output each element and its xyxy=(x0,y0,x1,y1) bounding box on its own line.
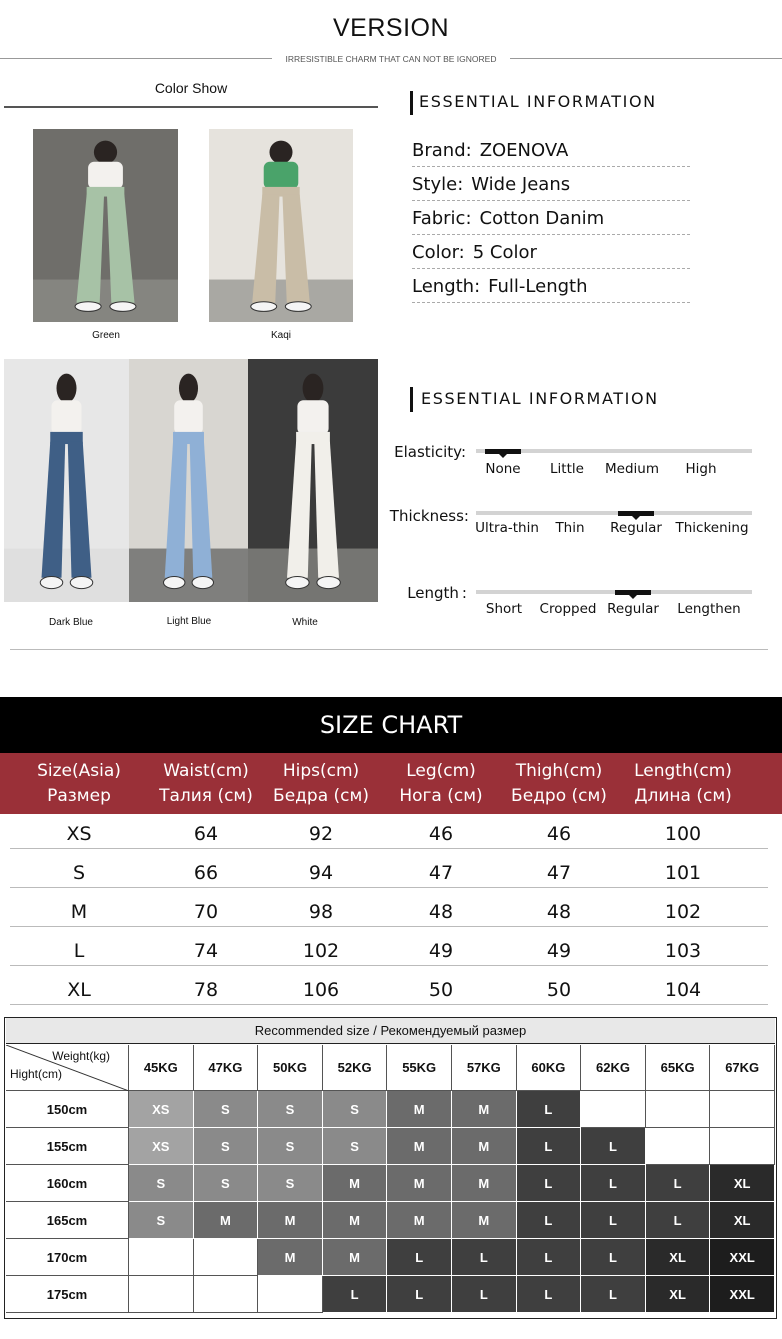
recommended-size-cell: S xyxy=(194,1165,259,1202)
size-chart-cell: 92 xyxy=(308,823,334,845)
color-show-title: Color Show xyxy=(154,80,228,96)
jeans-model-illustration xyxy=(248,359,378,602)
recommended-size-cell: XL xyxy=(710,1202,775,1239)
scale-marker-pointer xyxy=(628,594,638,599)
recommended-size-cell: S xyxy=(323,1091,388,1128)
column-header-ru: Бедра (см) xyxy=(273,786,369,806)
section-divider xyxy=(10,649,768,650)
scale-option: High xyxy=(685,461,717,477)
size-chart-cell: 50 xyxy=(428,979,454,1001)
recommended-size-cell: S xyxy=(194,1128,259,1165)
height-header-cell: 165cm xyxy=(6,1202,129,1239)
info-value: ZOENOVA xyxy=(479,140,569,161)
size-chart-cell: 64 xyxy=(193,823,219,845)
size-chart-title: SIZE CHART xyxy=(0,697,782,753)
recommended-size-cell: L xyxy=(387,1239,452,1276)
recommended-size-cell: L xyxy=(646,1165,711,1202)
recommended-size-cell: M xyxy=(387,1165,452,1202)
size-chart-cell: 48 xyxy=(428,901,454,923)
weight-header-cell: 65KG xyxy=(646,1045,711,1091)
height-header-cell: 155cm xyxy=(6,1128,129,1165)
essential-info-title-2: ESSENTIAL INFORMATION xyxy=(421,389,659,408)
size-chart-cell: 98 xyxy=(308,901,334,923)
page-title: VERSION xyxy=(332,14,450,42)
size-chart-cell: 94 xyxy=(308,862,334,884)
section-accent-bar xyxy=(410,91,413,115)
recommended-size-cell: XL xyxy=(710,1165,775,1202)
info-key: Fabric: xyxy=(412,208,472,229)
size-chart-cell: XL xyxy=(67,979,91,1001)
scale-label: Length : xyxy=(407,584,467,602)
column-header-en: Hips(cm) xyxy=(282,761,360,781)
size-chart-cell: XS xyxy=(66,823,92,845)
header-divider-left xyxy=(0,58,272,59)
size-chart-cell: 47 xyxy=(428,862,454,884)
column-header-ru: Длина (см) xyxy=(634,786,732,806)
size-chart-row-divider xyxy=(10,887,768,888)
product-photo xyxy=(4,359,129,602)
essential-info-title: ESSENTIAL INFORMATION xyxy=(419,92,657,111)
recommended-size-cell xyxy=(194,1239,259,1276)
info-row xyxy=(412,201,690,235)
size-chart-cell: 103 xyxy=(664,940,702,962)
scale-option: Thin xyxy=(555,520,585,536)
recommended-size-cell: L xyxy=(323,1276,388,1313)
recommended-size-cell: L xyxy=(517,1202,582,1239)
product-photo xyxy=(33,129,178,322)
size-chart-cell: 102 xyxy=(664,901,702,923)
size-chart-column-header xyxy=(14,759,144,809)
size-chart-cell: 48 xyxy=(546,901,572,923)
recommended-size-cell: XS xyxy=(129,1128,194,1165)
scale-track xyxy=(476,590,752,594)
size-chart-cell: 46 xyxy=(546,823,572,845)
jeans-model-illustration xyxy=(4,359,129,602)
info-key: Length: xyxy=(412,276,481,297)
column-header-ru: Размер xyxy=(47,786,111,806)
scale-option: Little xyxy=(550,461,584,477)
size-chart-cell: 104 xyxy=(664,979,702,1001)
column-header-en: Waist(cm) xyxy=(163,761,249,781)
recommended-size-cell: M xyxy=(258,1239,323,1276)
size-chart-cell: 47 xyxy=(546,862,572,884)
recommended-size-cell: M xyxy=(452,1128,517,1165)
recommended-size-cell: XS xyxy=(129,1091,194,1128)
size-chart-row-divider xyxy=(10,1004,768,1005)
recommended-size-cell: L xyxy=(452,1239,517,1276)
weight-header-cell: 45KG xyxy=(129,1045,194,1091)
info-value: Full-Length xyxy=(488,276,588,297)
recommended-size-cell: L xyxy=(517,1091,582,1128)
scale-option: Medium xyxy=(605,461,659,477)
scale-option: Ultra-thin xyxy=(475,520,539,536)
size-chart-row-divider xyxy=(10,965,768,966)
recommended-size-cell: L xyxy=(387,1276,452,1313)
recommended-size-cell xyxy=(258,1276,323,1313)
recommended-size-cell xyxy=(194,1276,259,1313)
weight-header-cell: 57KG xyxy=(452,1045,517,1091)
size-chart-cell: 101 xyxy=(664,862,702,884)
size-chart-column-header xyxy=(141,759,271,809)
color-show-divider xyxy=(4,106,378,108)
scale-option: Regular xyxy=(610,520,662,536)
scale-option: Regular xyxy=(607,601,659,617)
size-chart-cell: 50 xyxy=(546,979,572,1001)
size-chart-column-header xyxy=(494,759,624,809)
recommended-size-cell: M xyxy=(258,1202,323,1239)
column-header-en: Leg(cm) xyxy=(406,761,476,781)
recommended-size-cell: L xyxy=(517,1165,582,1202)
recommended-size-cell: L xyxy=(517,1128,582,1165)
recommended-size-cell xyxy=(581,1091,646,1128)
size-chart-cell: 46 xyxy=(428,823,454,845)
recommended-size-cell: L xyxy=(581,1239,646,1276)
height-header-cell: 160cm xyxy=(6,1165,129,1202)
scale-option: Cropped xyxy=(539,601,597,617)
recommended-size-cell: M xyxy=(323,1239,388,1276)
size-chart-column-header xyxy=(256,759,386,809)
size-chart-cell: 106 xyxy=(302,979,340,1001)
weight-header-cell: 62KG xyxy=(581,1045,646,1091)
size-chart-cell: L xyxy=(73,940,85,962)
header-divider-right xyxy=(510,58,782,59)
info-value: Cotton Danim xyxy=(479,208,605,229)
photo-caption: Light Blue xyxy=(166,616,212,627)
recommended-size-cell: M xyxy=(194,1202,259,1239)
info-key: Color: xyxy=(412,242,465,263)
recommended-size-cell: L xyxy=(581,1202,646,1239)
recommended-size-cell: M xyxy=(323,1202,388,1239)
recommended-size-cell: M xyxy=(452,1165,517,1202)
weight-header-cell: 55KG xyxy=(387,1045,452,1091)
size-chart-cell: 74 xyxy=(193,940,219,962)
recommended-size-cell xyxy=(129,1276,194,1313)
info-key: Brand: xyxy=(412,140,472,161)
recommended-size-cell: M xyxy=(323,1165,388,1202)
size-chart-row-divider xyxy=(10,848,768,849)
corner-header-cell xyxy=(6,1045,129,1091)
size-chart-cell: 78 xyxy=(193,979,219,1001)
recommended-size-cell: XXL xyxy=(710,1239,775,1276)
recommended-size-cell: M xyxy=(452,1091,517,1128)
info-value: Wide Jeans xyxy=(471,174,571,195)
section-accent-bar xyxy=(410,387,413,412)
recommended-size-cell: XL xyxy=(646,1276,711,1313)
column-header-en: Length(cm) xyxy=(634,761,732,781)
size-chart-row-divider xyxy=(10,926,768,927)
size-chart-cell: 49 xyxy=(428,940,454,962)
corner-weight-label: Weight(kg) xyxy=(52,1049,110,1063)
size-chart-cell: 66 xyxy=(193,862,219,884)
size-chart-column-header xyxy=(376,759,506,809)
jeans-model-illustration xyxy=(129,359,248,602)
info-value: 5 Color xyxy=(472,242,537,263)
scale-option: Short xyxy=(485,601,523,617)
recommended-size-cell: L xyxy=(581,1276,646,1313)
recommended-size-cell xyxy=(646,1128,711,1165)
weight-header-cell: 52KG xyxy=(323,1045,388,1091)
product-photo xyxy=(248,359,378,602)
weight-header-cell: 67KG xyxy=(710,1045,775,1091)
recommended-size-cell: M xyxy=(452,1202,517,1239)
recommended-size-cell: L xyxy=(581,1128,646,1165)
corner-height-label: Hight(cm) xyxy=(10,1067,63,1081)
recommended-size-cell xyxy=(710,1128,775,1165)
recommended-size-cell: L xyxy=(517,1276,582,1313)
info-row xyxy=(412,235,690,269)
recommended-size-cell: S xyxy=(258,1165,323,1202)
scale-label: Elasticity: xyxy=(394,443,466,461)
height-header-cell: 170cm xyxy=(6,1239,129,1276)
size-chart-cell: 49 xyxy=(546,940,572,962)
height-header-cell: 175cm xyxy=(6,1276,129,1313)
scale-label: Thickness: xyxy=(389,507,469,525)
product-photo xyxy=(129,359,248,602)
recommended-size-cell: M xyxy=(387,1091,452,1128)
weight-header-cell: 47KG xyxy=(194,1045,259,1091)
size-chart-cell: 70 xyxy=(193,901,219,923)
photo-caption: Kaqi xyxy=(270,330,291,341)
recommended-size-cell: M xyxy=(387,1202,452,1239)
recommended-size-cell: L xyxy=(581,1165,646,1202)
info-row xyxy=(412,133,690,167)
scale-option: Lengthen xyxy=(677,601,741,617)
recommended-size-cell: S xyxy=(129,1165,194,1202)
height-header-cell: 150cm xyxy=(6,1091,129,1128)
recommended-size-title: Recommended size / Рекомендуемый размер xyxy=(6,1018,775,1044)
column-header-en: Size(Asia) xyxy=(37,761,121,781)
weight-header-cell: 50KG xyxy=(258,1045,323,1091)
scale-option: Thickening xyxy=(675,520,749,536)
recommended-size-cell: S xyxy=(194,1091,259,1128)
recommended-size-cell: XXL xyxy=(710,1276,775,1313)
recommended-size-cell: L xyxy=(646,1202,711,1239)
column-header-ru: Талия (см) xyxy=(159,786,253,806)
info-key: Style: xyxy=(412,174,464,195)
info-row xyxy=(412,269,690,303)
recommended-size-cell xyxy=(646,1091,711,1128)
recommended-size-cell xyxy=(710,1091,775,1128)
page-subtitle: IRRESISTIBLE CHARM THAT CAN NOT BE IGNORED xyxy=(285,54,497,64)
size-chart-cell: S xyxy=(72,862,86,884)
recommended-size-cell: S xyxy=(129,1202,194,1239)
size-chart-cell: 102 xyxy=(302,940,340,962)
recommended-size-cell xyxy=(129,1239,194,1276)
column-header-ru: Бедро (см) xyxy=(511,786,607,806)
size-chart-cell: M xyxy=(70,901,88,923)
scale-track xyxy=(476,511,752,515)
recommended-size-cell: L xyxy=(452,1276,517,1313)
recommended-size-cell: M xyxy=(387,1128,452,1165)
weight-header-cell: 60KG xyxy=(517,1045,582,1091)
recommended-size-cell: L xyxy=(517,1239,582,1276)
scale-option: None xyxy=(485,461,521,477)
jeans-model-illustration xyxy=(33,129,178,322)
scale-marker-pointer xyxy=(498,453,508,458)
photo-caption: Dark Blue xyxy=(49,617,93,628)
column-header-ru: Нога (см) xyxy=(399,786,483,806)
recommended-size-cell: XL xyxy=(646,1239,711,1276)
recommended-size-cell: S xyxy=(258,1091,323,1128)
recommended-size-cell: S xyxy=(258,1128,323,1165)
jeans-model-illustration xyxy=(209,129,353,322)
size-chart-header xyxy=(0,753,782,814)
info-row xyxy=(412,167,690,201)
recommended-size-cell: S xyxy=(323,1128,388,1165)
photo-caption: Green xyxy=(92,330,120,341)
photo-caption: White xyxy=(292,617,318,628)
size-chart-column-header xyxy=(618,759,748,809)
column-header-en: Thigh(cm) xyxy=(515,761,603,781)
product-photo xyxy=(209,129,353,322)
size-chart-cell: 100 xyxy=(664,823,702,845)
